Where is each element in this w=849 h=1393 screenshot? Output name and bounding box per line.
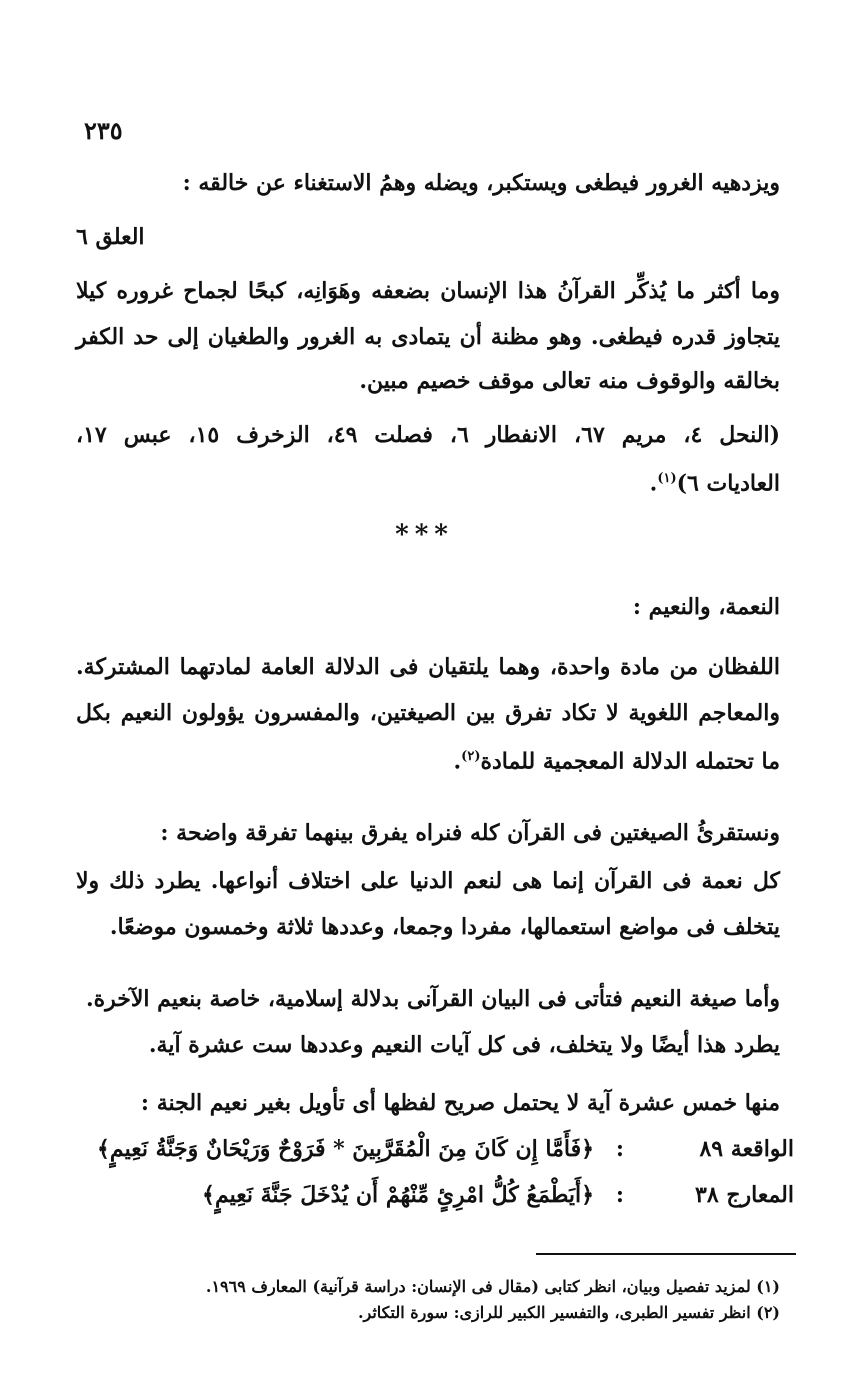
quran-verse: ﴿أَيَطْمَعُ كُلُّ امْرِئٍ مِّنْهُمْ أَن يُدْخَلَ جَنَّةَ نَعِيمٍ﴾ (202, 1182, 594, 1208)
verse-reference: العلق ٦ (76, 224, 145, 250)
text-line: (النحل ٤، مريم ٦٧، الانفطار ٦، فصلت ٤٩، الزخرف ١٥، عبس ١٧، (76, 422, 781, 448)
text-segment: العاديات ٦) (676, 470, 780, 497)
text-line: ونستقرئُ الصيغتين فى القرآن كله فنراه يفرق بينهما تفرقة واضحة : (160, 820, 780, 846)
footnote-mark: (١) (657, 471, 677, 486)
text-line: وما أكثر ما يُذكِّر القرآنُ هذا الإنسان بضعفه وهَوَانِه، كبحًا لجماح غروره كيلا (76, 278, 780, 304)
text-segment: ما تحتمله الدلالة المعجمية للمادة (480, 748, 780, 775)
text-line: كل نعمة فى القرآن إنما هى لنعم الدنيا على اختلاف أنواعها. يطرد ذلك ولا (76, 868, 780, 894)
text-line: وأما صيغة النعيم فتأتى فى البيان القرآنى بدلالة إسلامية، خاصة بنعيم الآخرة. (85, 986, 780, 1012)
text-line: العاديات ٦)$^{(١)}$. (649, 470, 780, 497)
text-line: والمعاجم اللغوية لا تكاد تفرق بين الصيغتين، والمفسرون يؤولون النعيم بكل (76, 700, 780, 726)
sura-reference: الواقعة ٨٩ (699, 1136, 794, 1162)
text-line: ويزدهيه الغرور فيطغى ويستكبر، ويضله وهمُ الاستغناء عن خالقه : (182, 170, 780, 196)
verse-colon: : (615, 1136, 624, 1162)
text-line: ما تحتمله الدلالة المعجمية للمادة$^{(٢)}$. (453, 748, 780, 775)
page-number: ٢٣٥ (84, 116, 123, 145)
footnote-divider (536, 1253, 796, 1255)
text-line: يتجاوز قدره فيطغى. وهو مظنة أن يتمادى به الغرور والطغيان إلى حد الكفر (76, 324, 780, 350)
footnote-mark: (٢) (461, 749, 481, 764)
sura-reference: المعارج ٣٨ (695, 1182, 794, 1208)
section-separator: *** (395, 520, 454, 550)
footnote: (٢) انظر تفسير الطبرى، والتفسير الكبير للرازى: سورة التكاثر. (357, 1303, 780, 1322)
section-heading: النعمة، والنعيم : (632, 594, 780, 620)
text-line: بخالقه والوقوف منه تعالى موقف خصيم مبين. (359, 368, 780, 394)
footnote: (١) لمزيد تفصيل وبيان، انظر كتابى (مقال فى الإنسان: دراسة قرآنية) المعارف ١٩٦٩. (205, 1277, 780, 1296)
verse-colon: : (615, 1182, 624, 1208)
text-line: يطرد هذا أيضًا ولا يتخلف، فى كل آيات النعيم وعددها ست عشرة آية. (148, 1032, 780, 1058)
quran-verse: ﴿فَأَمَّا إِن كَانَ مِنَ الْمُقَرَّبِينَ * فَرَوْحٌ وَرَيْحَانٌ وَجَنَّةُ نَعِيمٍ﴾ (97, 1136, 594, 1162)
text-line: يتخلف فى مواضع استعمالها، مفردا وجمعا، وعددها ثلاثة وخمسون موضعًا. (109, 914, 780, 940)
text-line: اللفظان من مادة واحدة، وهما يلتقيان فى الدلالة العامة لمادتهما المشتركة. (76, 654, 780, 680)
text-line: منها خمس عشرة آية لا يحتمل صريح لفظها أى تأويل بغير نعيم الجنة : (140, 1090, 780, 1116)
